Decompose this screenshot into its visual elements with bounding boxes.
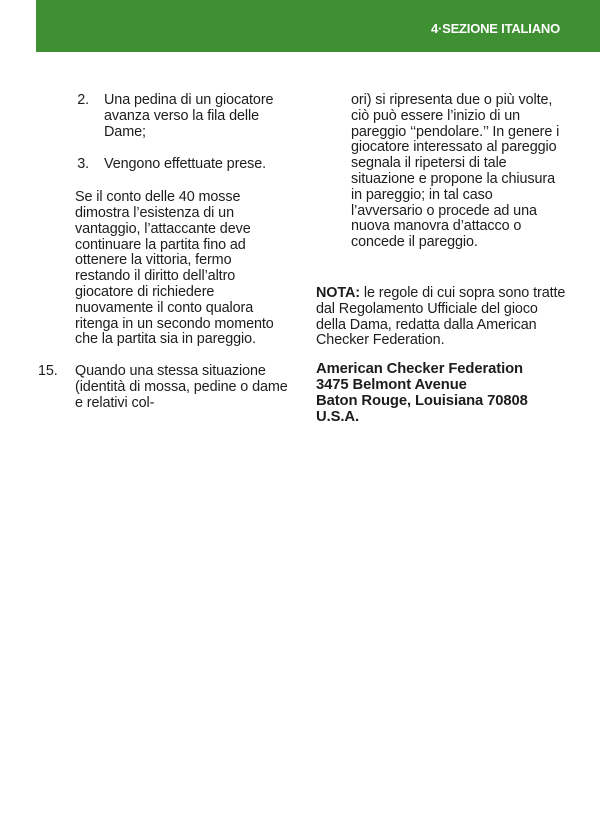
- item-number: 3.: [77, 156, 89, 173]
- item-text: Quando una stessa situazione (identità di mossa, pedine o dame e relativi col-: [75, 363, 288, 411]
- nota-label: NOTA:: [316, 284, 360, 301]
- item-text: Vengono effettuate prese.: [104, 156, 267, 173]
- section-header-bar: [36, 0, 600, 52]
- item-number: 15.: [38, 363, 58, 380]
- address-line: 3475 Belmont Avenue: [316, 376, 467, 393]
- rule-item-3: [38, 157, 288, 173]
- continuation-paragraph: ori) si ripresenta due o più volte, ciò può essere l’inizio di un pareggio ‘‘pendolare.’’ In genere i giocatore interessato al pareggio segnala il ripetersi di tale situazione e propone la chiusura in pareggio; in tal caso l’avversario o procede ad una nuova manovra d’attacco o concede il pareggio.: [351, 92, 560, 251]
- section-title: 4·SEZIONE ITALIANO: [430, 21, 560, 36]
- item-text: Una pedina di un giocatore avanza verso la fila delle Dame;: [104, 92, 274, 140]
- forty-moves-paragraph: Se il conto delle 40 mosse dimostra l’esistenza di un vantaggio, l’attaccante deve continuare la partita fino ad ottenere la vittoria, fermo restando il diritto dell’altro giocatore di richiedere nuovamente il conto qualora ritenga in un secondo momento che la partita sia in pareggio.: [75, 189, 274, 348]
- rule-item-2: [38, 93, 288, 140]
- item-number: 2.: [77, 92, 89, 108]
- right-column: [316, 93, 568, 425]
- address-line: American Checker Federation: [316, 361, 523, 378]
- federation-address: [316, 362, 568, 425]
- nota-paragraph: [316, 286, 568, 349]
- address-line: U.S.A.: [316, 408, 359, 425]
- rule-item-15: [38, 364, 288, 411]
- left-column: [38, 93, 288, 412]
- address-line: Baton Rouge, Louisiana 70808: [316, 392, 528, 409]
- nota-text: le regole di cui sopra sono tratte dal Regolamento Ufficiale del gioco della Dama, redatta dalla American Checker Federation.: [316, 284, 566, 349]
